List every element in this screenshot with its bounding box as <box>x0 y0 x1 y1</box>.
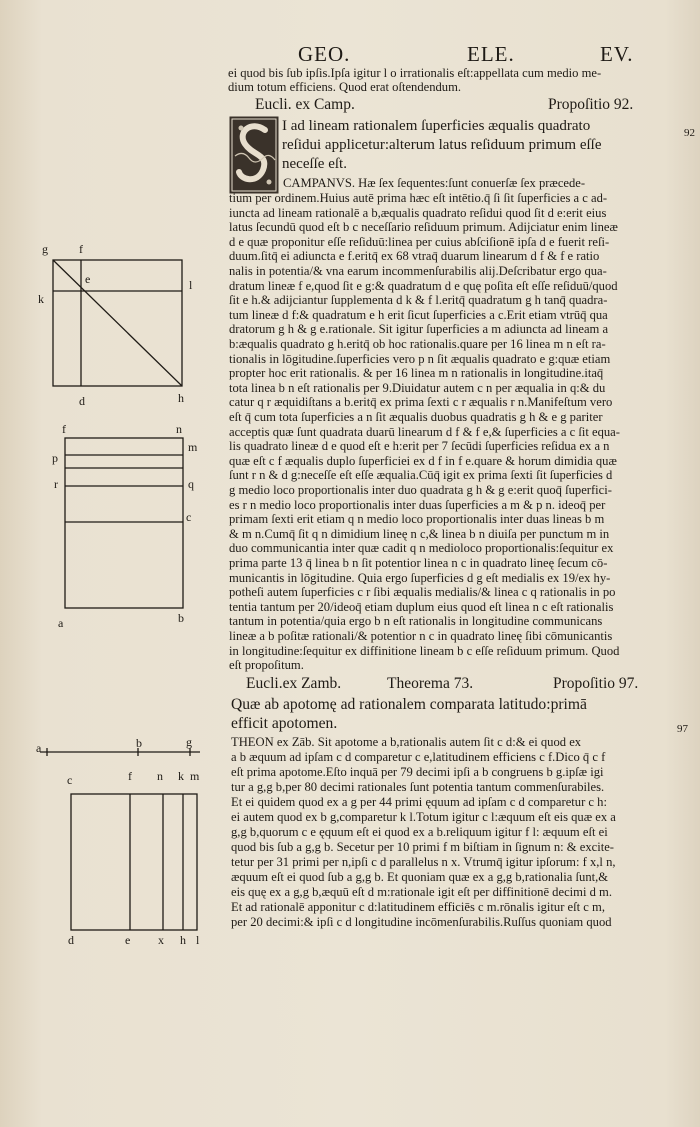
figure4-label-x: x <box>158 933 164 947</box>
campanus-line: ſit e h.& adijciantur ſupplementa d k & f l.eritq̄ quadratum g h tanq̄ quadra- <box>229 293 608 308</box>
figure4-label-h: h <box>180 933 186 947</box>
intro-line-2: dium totum efficiens. Quod erat oſtendendum. <box>228 80 462 94</box>
margin-number-top: 92 <box>684 127 695 139</box>
running-head-right: EV. <box>600 42 634 66</box>
figure2-label-p: p <box>52 451 58 465</box>
section1-proposition: Propoſitio 92. <box>548 96 634 113</box>
figure1-label-k: k <box>38 292 44 306</box>
figure1-label-f: f <box>79 242 83 256</box>
figure1-label-g: g <box>42 242 48 256</box>
campanus-line: & m n.Cumq̄ ſit q n dimidium lineę n c,& linea b n diuiſa per punctum m in <box>229 526 610 541</box>
campanus-line: b:æqualis quadrato g h.eritq̄ ob hoc rationalis.quare per 16 linea m n eſt ra- <box>229 337 606 351</box>
figure1-diagonal <box>53 260 182 386</box>
figure4-label-e: e <box>125 933 131 947</box>
figure2-label-f: f <box>62 422 66 436</box>
figure4-rectangle <box>71 794 197 930</box>
prop97-line-1: Quæ ab apotomę ad rationalem comparata latitudo:primā <box>231 696 587 713</box>
campanus-line: tota linea b n eſt rationalis per 9.Diuidatur autem c n per æqualia in q:& du <box>229 380 606 395</box>
figure2-rectangle <box>65 438 183 608</box>
campanus-line: primam ſexti erit etiam q n medio loco proportionalis inter duas lineas b m <box>229 512 605 527</box>
theon-line: per 20 decimi:& ipſi c d longitudine incōmenſurabilis.Ruſſus quoniam quod <box>231 915 612 929</box>
theon-line: quod bis ſub a g,g b. Secetur per 10 primi f m biſtiam in ſignum n: & excite- <box>231 840 614 854</box>
theon-line: g,g b,quorum c e ęquum eſt ei quod ex a b.reliquum igitur f l: æquum eſt ei <box>231 825 608 839</box>
figure2-label-c: c <box>186 510 192 524</box>
campanus-line: tium per ordinem.Huius autē prima hæc eſt intētio.q̄ ſi ſit ſuperficies a c ad- <box>229 191 608 205</box>
campanus-line: tum lineæ d f:& quadratum e h erit ſicut ſuperficies a c.Erit etiam vtrūq̄ qua <box>229 307 608 322</box>
figure-1 <box>53 260 182 386</box>
campanus-line: eſt propoſitum. <box>229 658 304 673</box>
campanus-line: acceptis quæ ſunt quadrata duarū linearum d f & f e,& ſuperficies a c ſit equa- <box>229 424 620 439</box>
campanus-line: latus ſecundū quod eſt b c neceſſario reſiduum primum. Adijciatur enim lineæ <box>229 220 618 235</box>
campanus-line: duo communicantia inter quæ cadit q n medioloco proportionalis:ſequitur ex <box>229 541 614 556</box>
theon-line: ei autem quod ex b g,comparetur k l.Totum igitur c l:æquum eſt eis quæ ex a <box>231 810 616 824</box>
figure-4 <box>71 794 197 930</box>
theon-line: a b æquum ad ipſam c d comparetur c e,latitudinem efficiens c f.Dico q̄ c f <box>231 750 606 764</box>
figure2-label-b: b <box>178 611 184 625</box>
figure4-label-c: c <box>67 773 73 787</box>
campanus-line: dratum lineæ f e,quod ſit e g:& quadratum d e quę poſita eſt eſſe reſiduū/quod <box>229 278 618 293</box>
section2-source: Eucli.ex Zamb. <box>246 675 342 692</box>
prop97-line-2: efficit apotomen. <box>231 715 338 732</box>
figure4-label-d: d <box>68 933 74 947</box>
campanus-line: g medio loco proportionalis inter duo quadrata g h & g e:erit quoq̄ ſuperfici- <box>229 483 612 497</box>
figure3-label-a: a <box>36 741 42 755</box>
section2-theorem: Theorema 73. <box>387 675 474 692</box>
campanus-line: tentia tantum per 20/ideoq̄ etiam duplum eius quod eſt linea n c eſt rationalis <box>229 599 614 614</box>
campanus-line: in longitudine:ſequitur ex diffinitione lineam b c eſſe reſiduum primum. Quod <box>229 643 620 658</box>
figure4-label-l: l <box>196 933 200 947</box>
campanus-line: tionalis in lōgitudine.ſuperficies vero p n ſit æqualis quadrato e g:quæ etiam <box>229 351 611 366</box>
figure2-label-q: q <box>188 477 194 491</box>
figure3-label-g: g <box>186 735 192 749</box>
figure2-label-a: a <box>58 616 64 630</box>
figure4-label-f: f <box>128 769 132 783</box>
running-head-center: ELE. <box>467 42 515 66</box>
theon-line: THEON ex Zāb. Sit apotome a b,rationalis autem ſit c d:& ei quod ex <box>231 735 582 749</box>
prop92-line-3: neceſſe eſt. <box>282 156 347 172</box>
theon-line: Et ad rationalē apponitur c d:latitudinem efficiēs c m.rōnalis igitur eſt c m, <box>231 900 605 914</box>
figure4-label-n: n <box>157 769 163 783</box>
figure2-label-n: n <box>176 422 182 436</box>
campanus-line: lis quadrato lineæ d e quod eſt e h:erit per 7 ſecūdi ſuperficies reſidua ex a n <box>229 439 610 454</box>
theon-line: æquum eſt ei quod ſub a g,g b. Et quoniam quæ ex a g,g b,rationalia ſunt,& <box>231 870 609 884</box>
prop92-line-2: reſidui applicetur:alterum latus reſiduum primum eſſe <box>282 137 602 153</box>
campanus-line: nalis in potentia/& vna earum incommenſurabilis alij.Deſcribatur ergo qua- <box>229 264 607 278</box>
figure1-label-h: h <box>178 391 184 405</box>
section1-source: Eucli. ex Camp. <box>255 96 355 113</box>
figure1-label-l: l <box>189 278 193 292</box>
margin-number-bottom: 97 <box>677 723 688 735</box>
campanus-line: duum.ſitq̄ ei adiuncta e f.eritq̄ ex 68 vtraq̄ duarum linearum d f & f e ratio <box>229 249 600 264</box>
campanus-line: iuncta ad lineam rationalē a b,æqualis quadrato reſidui quod ſit d e:erit eius <box>229 205 607 220</box>
figure-2 <box>65 438 183 608</box>
figure4-label-m: m <box>190 769 200 783</box>
theon-line: eſt prima apotome.Eſto inquā per 79 decimi ipſi a b congruens b g.ipſæ igi <box>231 765 604 779</box>
campanus-line: quæ eſt c f æqualis duplo ſuperficiei ex d f in f e.quare & horum dimidia quæ <box>229 453 617 468</box>
figure1-label-d: d <box>79 394 85 408</box>
campanus-line: CAMPANVS. Hæ ſex ſequentes:ſunt conuerſæ ſex præcede- <box>283 176 586 190</box>
campanus-line: potheſi autem ſuperficies c r ſibi æqualis medialis/& linea c q rationalis in po <box>229 585 616 600</box>
campanus-line: es r n medio loco proportionalis inter duas ſuperficies a m & p n. ideoq̄ per <box>229 497 606 512</box>
running-head-left: GEO. <box>298 42 351 66</box>
figure2-label-r: r <box>54 477 58 491</box>
theon-line: Et ei quidem quod ex a g per 44 primi ęquum ad ipſam c d comparetur c h: <box>231 795 607 809</box>
theon-line: tur a g,g b,per 80 decimi rationales ſunt potentia tantum commenſurabiles. <box>231 780 605 794</box>
theon-line: eis quę ex a g,g b,æquū eſt d m:rationale igit eſt per diffinitionē decimi d m. <box>231 885 612 899</box>
figure2-label-m: m <box>188 440 198 454</box>
campanus-line: lineæ a b poſitæ rationali/& potentior n c in quadrato lineę ſibi cōmunicantis <box>229 629 613 643</box>
section2-proposition: Propoſitio 97. <box>553 675 639 692</box>
campanus-line: prima parte 13 q̄ linea b n ſit potentior linea n c in quadrato lineę ſecum cō- <box>229 556 608 570</box>
campanus-line: propter hoc erit rationalis. & per 16 linea m n rationalis in longitudine.itaq̄ <box>229 366 604 381</box>
campanus-line: d e quæ proponitur eſſe reſiduū:linea per cuius abſciſionē ipſa d e fuerit reſi- <box>229 234 610 249</box>
campanus-line: tantum in potentia/quia ergo b n eſt rationalis in longitudine communicans <box>229 614 603 629</box>
figure-3 <box>40 748 200 756</box>
campanus-line: dratorum g h & g e.rationale. Sit igitur ſuperficies a m adiuncta ad lineam a <box>229 322 609 337</box>
campanus-line: catur q r æquidiſtans a b.eritq̄ ex prima ſexti c r æqualis r n.Manifeſtum vero <box>229 395 613 410</box>
prop92-line-1: I ad lineam rationalem ſuperficies æqualis quadrato <box>282 118 591 134</box>
theon-line: tetur per 31 primi per n,ipſi c d parallelus n x. Vtrumq̄ igitur ipſorum: f x,l n, <box>231 855 616 869</box>
campanus-line: eſt q̄ cum tota ſuperficies a n ſit æqualis duobus quadratis g h & e g pariter <box>229 410 603 424</box>
intro-line-1: ei quod bis ſub ipſis.Ipſa igitur l o irrationalis eſt:appellata cum medio me- <box>228 66 602 80</box>
campanus-line: municantis in lōgitudine. Quia ergo ſuperficies d g eſt medialis ex 19/ex hy- <box>229 570 611 585</box>
figure1-label-e: e <box>85 272 91 286</box>
campanus-line: ſunt r n & d g:neceſſe eſt eſſe æqualia.Cūq̄ igit ex prima ſexti ſit ſuperficies d <box>229 468 613 483</box>
figure3-label-b: b <box>136 736 142 750</box>
figure4-label-k: k <box>178 769 184 783</box>
